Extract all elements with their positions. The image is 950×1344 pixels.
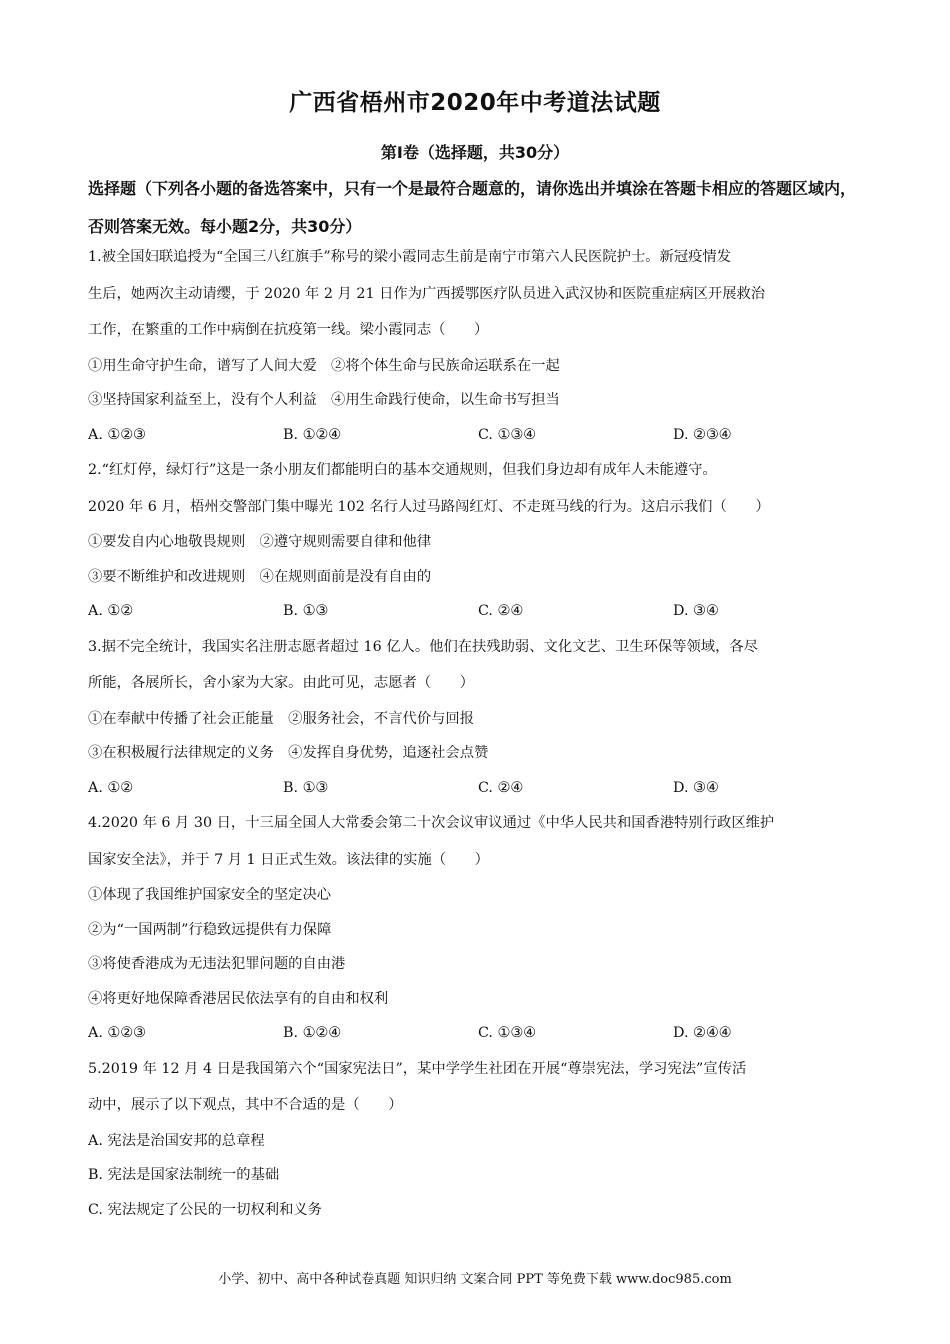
question-stem-line: 5.2019 年 12 月 4 日是我国第六个“国家宪法日”，某中学学生社团在开展“尊崇宪法，学习宪法”宣传活 [88, 1060, 747, 1077]
question-item: ①用生命守护生命，谱写了人间大爱 ②将个体生命与民族命运联系在一起 [88, 357, 560, 374]
question-list [88, 239, 868, 1227]
question-item: ③坚持国家利益至上，没有个人利益 ④用生命践行使命，以生命书写担当 [88, 392, 560, 408]
question-3 [88, 629, 868, 806]
question-5 [88, 1051, 868, 1228]
question-stem-line: 生后，她两次主动请缨，于 2020 年 2 月 21 日作为广西援鄂医疗队员进入武汉协和医院重症病区开展救治 [88, 285, 766, 302]
answer-option: D. ②③④ [673, 426, 732, 443]
answer-option: D. ③④ [673, 603, 719, 619]
answer-option: B. ①②④ [283, 426, 342, 443]
answer-option: C. ②④ [478, 779, 524, 796]
question-item: ③在积极履行法律规定的义务 ④发挥自身优势，追逐社会点赞 [88, 745, 489, 761]
question-4 [88, 805, 868, 1051]
answer-option: B. ①③ [283, 779, 329, 796]
question-stem-line: 动中，展示了以下观点，其中不合适的是（ ） [88, 1097, 403, 1113]
answer-option: D. ③④ [673, 779, 719, 796]
question-stem-line: 1.被全国妇联追授为“全国三八红旗手”称号的梁小霞同志生前是南宁市第六人民医院护士。新冠疫情发 [88, 249, 732, 265]
question-item: ①在奉献中传播了社会正能量 ②服务社会，不言代价与回报 [88, 710, 475, 727]
question-stem-line: 工作，在繁重的工作中病倒在抗疫第一线。梁小霞同志（ ） [88, 322, 489, 338]
question-1 [88, 239, 868, 452]
answer-option: A. ①②③ [88, 1025, 146, 1041]
answer-option: C. ②④ [478, 603, 524, 619]
page-title: 广西省梧州市2020年中考道法试题 [289, 90, 661, 116]
question-stem-line: 4.2020 年 6 月 30 日，十三届全国人大常委会第二十次会议审议通过《中华人民共和国香港特别行政区维护 [88, 815, 775, 831]
answer-option: B. ①③ [283, 603, 329, 619]
question-stem-line: 2020 年 6 月，梧州交警部门集中曝光 102 名行人过马路闯红灯、不走斑马线的行为。这启示我们（ ） [88, 498, 770, 515]
question-stem-line: 所能，各展所长，舍小家为大家。由此可见，志愿者（ ） [88, 675, 475, 691]
answer-option: A. ①②③ [88, 426, 146, 443]
answer-option: B. ①②④ [283, 1025, 342, 1041]
question-item: ②为“一国两制”行稳致远提供有力保障 [88, 921, 332, 938]
question-stem-line: 国家安全法》，并于 7 月 1 日正式生效。该法律的实施（ ） [88, 851, 489, 868]
answer-option: C. ①③④ [478, 1025, 536, 1041]
question-item: ③将使香港成为无违法犯罪问题的自由港 [88, 956, 346, 972]
question-item: B. 宪法是国家法制统一的基础 [88, 1167, 280, 1183]
footer-text: 小学、初中、高中各种试卷真题 知识归纳 文案合同 PPT 等免费下载 www.doc985.com [218, 1272, 732, 1287]
answer-option: A. ①② [88, 779, 134, 796]
question-stem-line: 3.据不完全统计，我国实名注册志愿者超过 16 亿人。他们在扶残助弱、文化文艺、卫生环保等领域，各尽 [88, 638, 758, 655]
question-item: ①要发自内心地敬畏规则 ②遵守规则需要自律和他律 [88, 534, 432, 550]
answer-options [88, 771, 868, 806]
question-item: C. 宪法规定了公民的一切权利和义务 [88, 1201, 322, 1218]
answer-options [88, 594, 868, 629]
instructions: 选择题（下列各小题的备选答案中，只有一个是最符合题意的，请你选出并填涂在答题卡相应的答题区域内，否则答案无效。每小题2分，共30分） [88, 179, 857, 236]
answer-option: C. ①③④ [478, 426, 536, 443]
question-item: ③要不断维护和改进规则 ④在规则面前是没有自由的 [88, 568, 432, 585]
question-stem-line: 2.“红灯停，绿灯行”这是一条小朋友们都能明白的基本交通规则，但我们身边却有成年人未能遵守。 [88, 462, 717, 478]
question-item: ①体现了我国维护国家安全的坚定决心 [88, 887, 332, 903]
question-item: ④将更好地保障香港居民依法享有的自由和权利 [88, 990, 389, 1007]
answer-options [88, 418, 868, 453]
question-item: A. 宪法是治国安邦的总章程 [88, 1132, 265, 1149]
answer-options [88, 1016, 868, 1051]
answer-option: D. ②④④ [673, 1025, 732, 1041]
section-title: 第Ⅰ卷（选择题，共30分） [380, 143, 570, 162]
question-2 [88, 452, 868, 629]
answer-option: A. ①② [88, 603, 134, 619]
